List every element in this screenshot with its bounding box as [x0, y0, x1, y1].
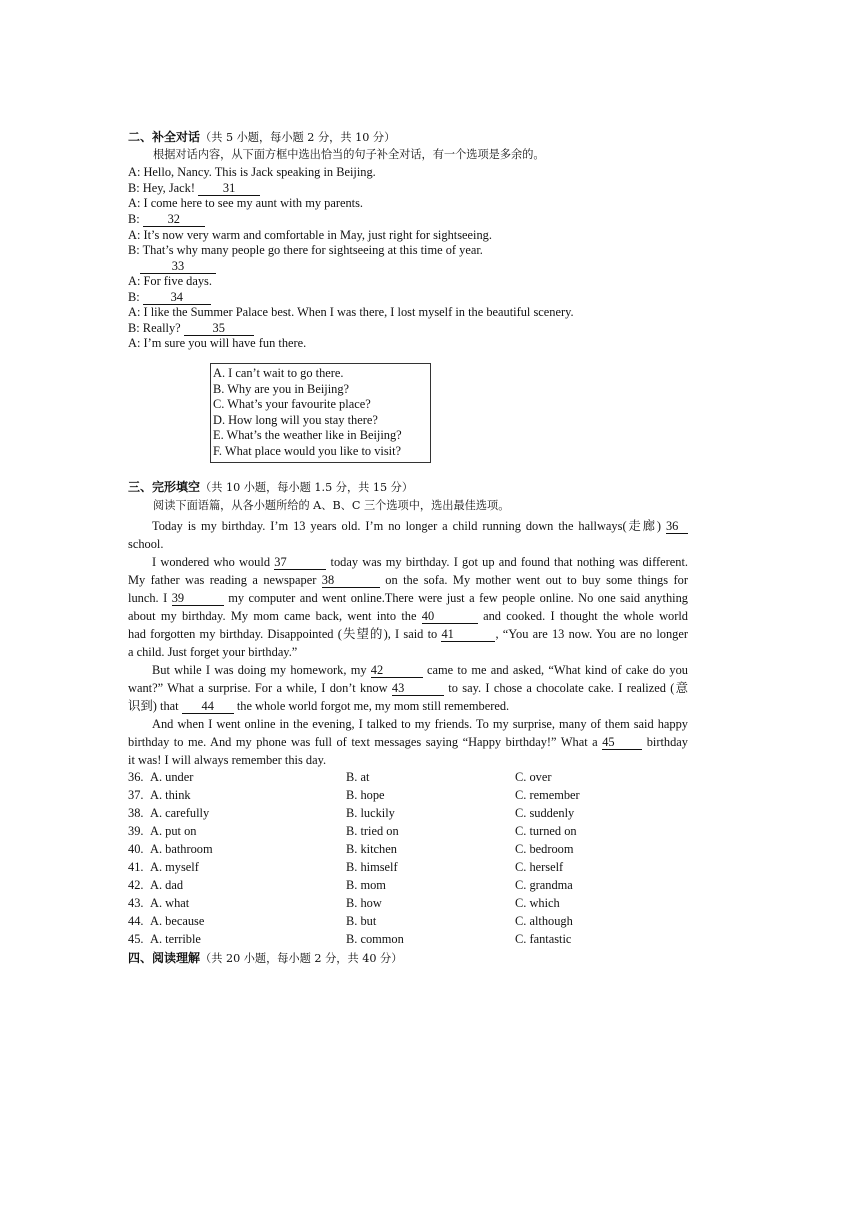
passage-line: a child. Just forget your birthday.”: [128, 645, 298, 659]
dialogue-line: A: I like the Summer Palace best. When I was there, I lost myself in the beautiful scenery.: [128, 305, 574, 319]
choice-b: B. at: [346, 770, 370, 784]
dialogue-line: B: That’s why many people go there for sightseeing at this time of year.: [128, 243, 483, 257]
option-d: D. How long will you stay there?: [213, 412, 378, 427]
passage-text: I wondered who would: [152, 555, 271, 569]
passage-text: had forgotten my birthday. Disappointed (失望的), I said to: [128, 627, 438, 641]
choice-number: 45.: [128, 932, 144, 946]
passage-text: about my birthday. My mom came back, went into the: [128, 609, 417, 623]
choice-row: [128, 768, 728, 786]
passage-text: today was my birthday. I got up and found that nothing was different.: [330, 555, 688, 569]
dialogue-line: A: I come here to see my aunt with my parents.: [128, 196, 364, 210]
option-c: C. What’s your favourite place?: [213, 397, 371, 412]
dialogue-line: [128, 289, 211, 305]
choice-c: C. fantastic: [515, 932, 572, 946]
passage-text: to say. I chose a chocolate cake. I realized (意: [448, 681, 689, 695]
dialogue-line: A: For five days.: [128, 274, 212, 288]
blank-45: 45: [602, 736, 642, 750]
blank-37: 37: [274, 556, 326, 570]
section3-title: 三、完形填空: [128, 480, 201, 494]
option-f: F. What place would you like to visit?: [213, 443, 402, 458]
choice-c: C. suddenly: [515, 806, 575, 820]
passage-text: , “You are 13 now. You are no longer: [495, 627, 688, 641]
choice-row: [128, 894, 728, 912]
passage-text: want?” What a surprise. For a while, I don’t know: [128, 681, 388, 695]
choice-c: C. grandma: [515, 878, 573, 892]
choice-number: 44.: [128, 914, 144, 928]
passage-line: school.: [128, 537, 164, 551]
section2-title: 二、补全对话: [128, 130, 201, 144]
blank-36: 36: [666, 520, 688, 534]
choice-a: A. under: [150, 770, 194, 784]
choice-c: C. herself: [515, 860, 564, 874]
dialogue-line: [128, 211, 205, 227]
blank-38: 38: [322, 574, 380, 588]
blank-31: 31: [198, 182, 260, 196]
choice-b: B. tried on: [346, 824, 399, 838]
choice-row: [128, 840, 728, 858]
passage-line: And when I went online in the evening, I talked to my friends. To my surprise, many of them said happy: [152, 717, 688, 731]
passage-line: [128, 517, 688, 535]
passage-text: birthday: [646, 735, 688, 749]
dialogue-line: [128, 320, 254, 336]
blank-35: 35: [184, 322, 254, 336]
choice-number: 42.: [128, 878, 144, 892]
passage-line: [128, 625, 688, 643]
choice-row: [128, 876, 728, 894]
blank-34: 34: [143, 291, 211, 305]
choice-row: [128, 930, 728, 948]
blank-32: 32: [143, 213, 205, 227]
passage-text: lunch. I: [128, 591, 168, 605]
option-e: E. What’s the weather like in Beijing?: [213, 428, 402, 443]
passage-text: on the sofa. My mother went out to buy some things for: [385, 573, 688, 587]
choice-number: 36.: [128, 770, 144, 784]
passage-text: my computer and went online.There were just a few people online. No one said anything: [228, 591, 688, 605]
passage-line: [128, 697, 688, 715]
dialogue-text: B:: [128, 212, 143, 226]
passage-line: [128, 553, 688, 571]
choice-number: 39.: [128, 824, 144, 838]
choice-number: 37.: [128, 788, 144, 802]
choice-a: A. put on: [150, 824, 197, 838]
blank-33: 33: [140, 260, 216, 274]
choice-b: B. mom: [346, 878, 386, 892]
blank-44: 44: [182, 700, 234, 714]
blank-41: 41: [441, 628, 495, 642]
passage-line: [128, 733, 688, 751]
choice-c: C. which: [515, 896, 560, 910]
choice-number: 41.: [128, 860, 144, 874]
blank-40: 40: [422, 610, 478, 624]
choice-a: A. think: [150, 788, 191, 802]
choice-c: C. turned on: [515, 824, 577, 838]
blank-39: 39: [172, 592, 224, 606]
passage-text: Today is my birthday. I’m 13 years old. I’m no longer a child running down the hallways(走廊): [152, 519, 662, 533]
choice-row: [128, 804, 728, 822]
dialogue-text: B:: [128, 290, 143, 304]
choice-row: [128, 822, 728, 840]
passage-line: it was! I will always remember this day.: [128, 753, 327, 767]
choice-number: 40.: [128, 842, 144, 856]
passage-text: came to me and asked, “What kind of cake do you: [427, 663, 688, 677]
section2-note: （共 5 小题，每小题 2 分，共 10 分）: [200, 131, 396, 144]
dialogue-line: A: I’m sure you will have fun there.: [128, 336, 307, 350]
passage-text: My father was reading a newspaper: [128, 573, 317, 587]
dialogue-text: B: Hey, Jack!: [128, 181, 199, 195]
choice-row: [128, 858, 728, 876]
choice-c: C. although: [515, 914, 573, 928]
dialogue-line: [140, 258, 216, 274]
choice-number: 38.: [128, 806, 144, 820]
choice-a: A. bathroom: [150, 842, 213, 856]
choice-a: A. because: [150, 914, 205, 928]
dialogue-text: B: Really?: [128, 321, 184, 335]
option-a: A. I can’t wait to go there.: [213, 366, 344, 380]
choice-number: 43.: [128, 896, 144, 910]
choice-row: [128, 786, 728, 804]
section4-note: （共 20 小题，每小题 2 分，共 40 分）: [200, 952, 403, 965]
choice-a: A. terrible: [150, 932, 201, 946]
choice-a: A. myself: [150, 860, 199, 874]
dialogue-line: A: Hello, Nancy. This is Jack speaking in Beijing.: [128, 165, 376, 179]
passage-text: 识到) that: [128, 699, 179, 713]
passage-line: [128, 679, 688, 697]
option-b: B. Why are you in Beijing?: [213, 381, 350, 396]
passage-line: [128, 589, 688, 607]
section4-title: 四、阅读理解: [128, 951, 201, 965]
choice-c: C. remember: [515, 788, 580, 802]
passage-text: But while I was doing my homework, my: [152, 663, 367, 677]
passage-line: [128, 571, 688, 589]
choice-a: A. dad: [150, 878, 184, 892]
passage-text: birthday to me. And my phone was full of text messages saying “Happy birthday!” What a: [128, 735, 598, 749]
choice-b: B. how: [346, 896, 382, 910]
choice-row: [128, 912, 728, 930]
choice-c: C. over: [515, 770, 552, 784]
section2-instruction: 根据对话内容，从下面方框中选出恰当的句子补全对话，有一个选项是多余的。: [153, 148, 545, 161]
choice-c: C. bedroom: [515, 842, 574, 856]
section2-heading: [128, 129, 395, 146]
section4-heading: [128, 950, 402, 967]
choice-b: B. kitchen: [346, 842, 397, 856]
blank-42: 42: [371, 664, 423, 678]
section3-note: （共 10 小题，每小题 1.5 分，共 15 分）: [200, 481, 414, 494]
dialogue-line: [128, 180, 260, 196]
choice-a: A. carefully: [150, 806, 210, 820]
passage-line: [128, 661, 688, 679]
passage-text: the whole world forgot me, my mom still remembered.: [236, 699, 510, 713]
cloze-passage: [128, 517, 688, 769]
options-box: [210, 363, 431, 463]
section3-instruction: 阅读下面语篇，从各小题所给的 A、B、C 三个选项中，选出最佳选项。: [153, 499, 510, 512]
choice-b: B. luckily: [346, 806, 395, 820]
choice-b: B. common: [346, 932, 404, 946]
section3-heading: [128, 479, 413, 496]
passage-text: and cooked. I thought the whole world: [483, 609, 688, 623]
choice-b: B. himself: [346, 860, 398, 874]
dialogue-line: A: It’s now very warm and comfortable in May, just right for sightseeing.: [128, 228, 492, 242]
blank-43: 43: [392, 682, 444, 696]
choice-b: B. hope: [346, 788, 385, 802]
choice-b: B. but: [346, 914, 377, 928]
passage-line: [128, 607, 688, 625]
choice-a: A. what: [150, 896, 190, 910]
